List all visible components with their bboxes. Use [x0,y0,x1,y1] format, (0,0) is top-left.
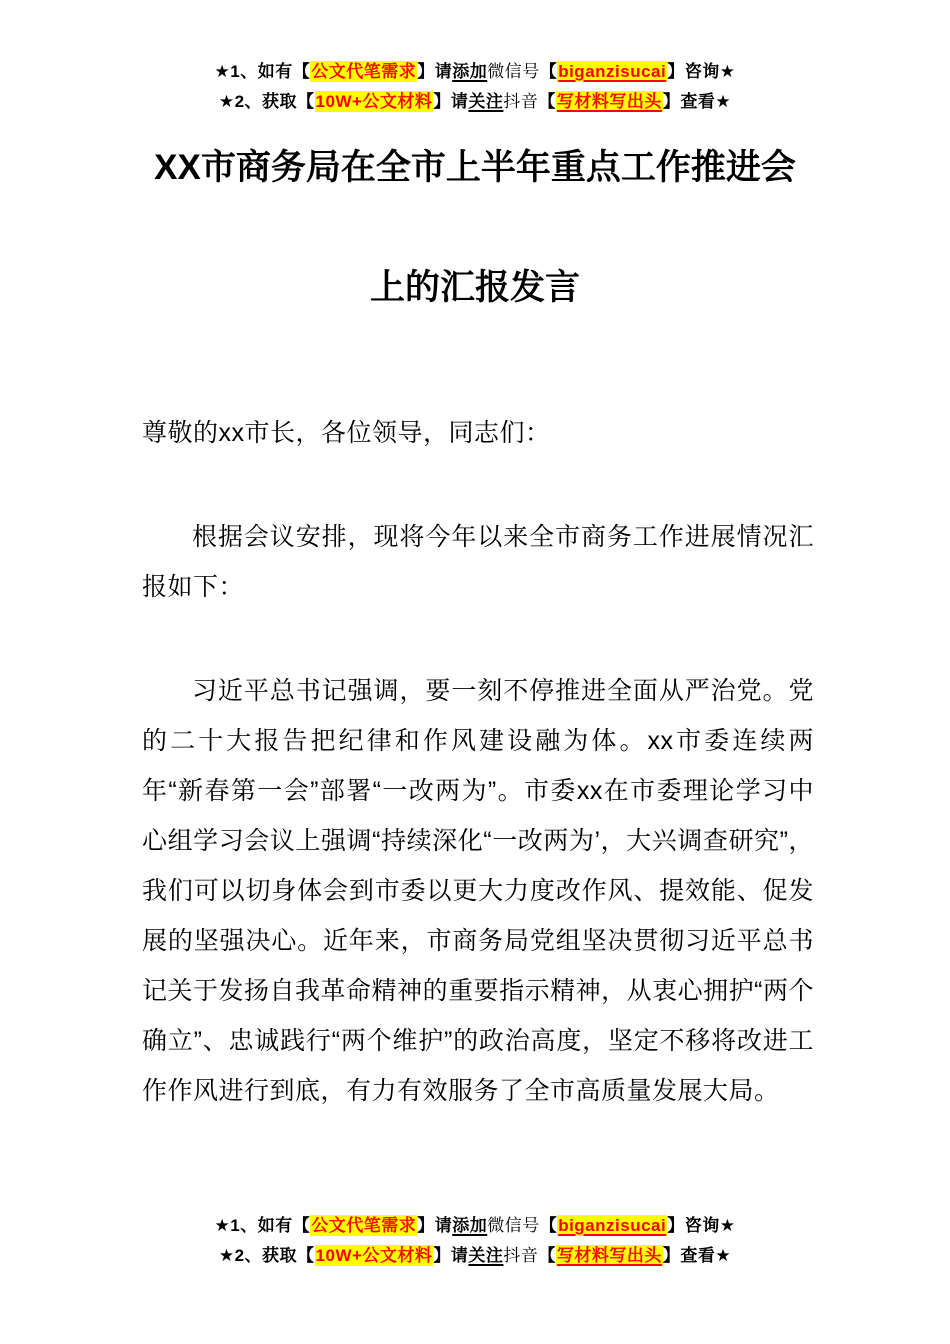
promo-segment: 关注 [468,92,504,111]
promo-segment: 公文代笔需求 [311,62,417,81]
promo-segment: 】查看★ [662,1246,732,1265]
promo-header-line-2 [0,87,950,117]
promo-segment: ★2、获取【 [218,92,315,111]
promo-segment: ★2、获取【 [218,1246,315,1265]
promo-header-line-1 [0,57,950,87]
promo-segment: 关注 [468,1246,504,1265]
promo-segment: 】咨询★ [667,62,736,81]
promo-segment: 】咨询★ [667,1216,736,1235]
promo-segment: 】请 [417,62,453,81]
promo-footer-line-1 [0,1211,950,1241]
promo-segment: biganzisucai [558,1216,667,1235]
promo-segment: 10W+公文材料 [315,1246,433,1265]
promo-segment: 添加 [452,62,488,81]
document-title-line-2: 上的汇报发言 [369,268,580,307]
promo-segment: biganzisucai [558,62,667,81]
promo-footer [0,1211,950,1271]
promo-segment: 【 [539,62,558,81]
promo-segment: 】请 [417,1216,453,1235]
promo-segment: 公文代笔需求 [311,1216,417,1235]
promo-segment: 添加 [452,1216,488,1235]
promo-segment: ★1、如有【 [214,62,311,81]
promo-segment: 写材料写出头 [556,92,662,111]
promo-segment: 写材料写出头 [556,1246,662,1265]
promo-segment: 微信号 [487,62,540,81]
promo-segment: 抖音 [503,92,539,111]
promo-segment: 10W+公文材料 [315,92,433,111]
paragraph-1: 根据会议安排，现将今年以来全市商务工作进展情况汇报如下： [142,523,814,601]
promo-segment: 【 [539,1216,558,1235]
paragraph-2: 习近平总书记强调，要一刻不停推进全面从严治党。党的二十大报告把纪律和作风建设融为体。xx市委连续两年“新春第一会”部署“一改两为”。市委xx在市委理论学习中心组学习会议上强调“持续深化“一改两为’，大兴调查研究”，我们可以切身体会到市委以更大力度改作风、提效能、促发展的坚强决心。近年来，市商务局党组坚决贯彻习近平总书记关于发扬自我革命精神的重要指示精神，从衷心拥护“两个确立”、忠诚践行“两个维护”的政治高度，坚定不移将改进工作作风进行到底，有力有效服务了全市高质量发展大局。 [142,677,814,1105]
promo-segment: 【 [538,92,556,111]
promo-segment: ★1、如有【 [214,1216,311,1235]
promo-segment: 【 [538,1246,556,1265]
document-title-line-1: XX市商务局在全市上半年重点工作推进会 [154,148,796,187]
promo-footer-line-2 [0,1241,950,1271]
promo-segment: 】请 [433,1246,469,1265]
promo-segment: 】请 [433,92,469,111]
promo-segment: 】查看★ [662,92,732,111]
promo-segment: 微信号 [487,1216,540,1235]
salutation: 尊敬的xx市长，各位领导，同志们： [142,419,551,447]
promo-segment: 抖音 [503,1246,539,1265]
document-body [142,408,814,1116]
promo-header [0,57,950,117]
